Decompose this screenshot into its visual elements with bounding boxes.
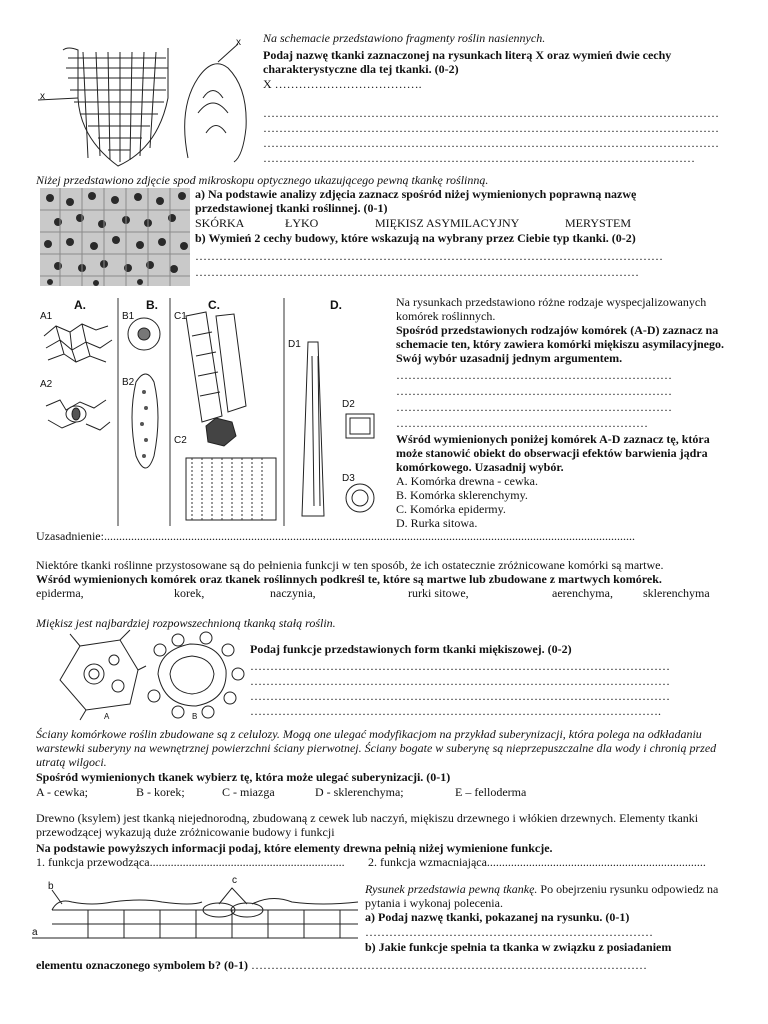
cell-types-illustration: [36, 296, 386, 528]
q3-label-b: B.: [146, 298, 158, 312]
q3-sub-b2: B2: [122, 377, 135, 388]
q3-choice-a[interactable]: A. Komórka drewna - cewka.: [396, 474, 538, 488]
q7-intro: Drewno (ksylem) jest tkanką niejednorodną, zbudowaną z cewek lub naczyń, miękiszu drzewnego i włókien drzewnych. Elementy tkanki przewodzącej wykazują duże zróżnicowanie budowy i funkcji: [36, 811, 699, 839]
q2-option-1[interactable]: SKÓRKA: [195, 216, 245, 230]
q8-intro-italic: Rysunek przedstawia pewną tkankę.: [365, 882, 538, 896]
q4-item-2[interactable]: korek,: [174, 586, 205, 600]
q3-intro: Na rysunkach przedstawiono różne rodzaje wyspecjalizowanych komórek roślinnych.: [396, 295, 707, 323]
q8-task-b-line: [36, 958, 647, 972]
q3-sub-a2: A2: [40, 379, 53, 390]
q8-label-a: a: [32, 927, 38, 938]
q4-item-5[interactable]: aerenchyma,: [552, 586, 613, 600]
q3-sub-d1: D1: [288, 339, 301, 350]
q4-task: Wśród wymienionych komórek oraz tkanek roślinnych podkreśl te, które są martwe lub zbudowane z martwych komórek.: [36, 572, 662, 586]
q3-choice-d[interactable]: D. Rurka sitowa.: [396, 516, 478, 530]
q5-answer-line-1[interactable]: ……………………………………………………………………………………………: [250, 659, 670, 673]
q1-answer-line-4[interactable]: ………………………………………………………………………………………………: [263, 151, 695, 165]
q4-item-6[interactable]: sklerenchyma: [643, 586, 710, 600]
q3-sub-c2: C2: [174, 435, 187, 446]
q3-choice-c[interactable]: C. Komórka epidermy.: [396, 502, 506, 516]
q1-figure: [38, 38, 258, 174]
q3-sub-c1: C1: [174, 311, 187, 322]
q2-answer-line-1[interactable]: ………………………………………………………………………………………………………: [195, 249, 663, 263]
q6-option-d[interactable]: D - sklerenchyma;: [315, 785, 404, 799]
q2-task-b: b) Wymień 2 cechy budowy, które wskazują na wybrany przez Ciebie typ tkanki. (0-2): [195, 231, 636, 245]
q3-sub-b1: B1: [122, 311, 135, 322]
q3-figure: [36, 296, 386, 528]
q3-task-1: Spośród przedstawionych rodzajów komórek (A-D) zaznacz na schemacie ten, który zawiera komórki miękiszu asymilacyjnego. Swój wybór uzasadnij jednym argumentem.: [396, 323, 724, 365]
q5-figure: [50, 630, 250, 722]
q2-micrograph: [40, 188, 190, 286]
q4-item-1[interactable]: epiderma,: [36, 586, 84, 600]
q2-task-a: a) Na podstawie analizy zdjęcia zaznacz spośród niżej wymienionych poprawną nazwę przedstawionej tkanki roślinnej. (0-1): [195, 187, 637, 215]
q3-answer-line-2[interactable]: ……………………………………………………………: [396, 384, 672, 398]
micrograph-illustration: [40, 188, 190, 286]
q5-label-b: B: [192, 712, 198, 721]
q3-label-a: A.: [74, 298, 86, 312]
q6-intro: Ściany komórkowe roślin zbudowane są z celulozy. Mogą one ulegać modyfikacjom na przykład suberynizacji, która polega na odkładaniu warstewki suberyny na wewnętrznej powierzchni ściany pierwotnej. Ściany bogate w suberynę są nieprzepuszczalne dla wody i chronią przed utratą wilgoci.: [36, 727, 717, 769]
q8-task-a: a) Podaj nazwę tkanki, pokazanej na rysunku. (0-1): [365, 910, 630, 924]
q8-answer-line-b[interactable]: ………………………………………………………………………………………: [247, 958, 647, 972]
q1-label-x-right: x: [236, 37, 241, 48]
q3-label-d: D.: [330, 298, 342, 312]
q5-label-a: A: [104, 712, 110, 721]
q1-answer-prefix[interactable]: X ……………………………….: [263, 77, 422, 91]
parenchyma-illustration: [50, 630, 250, 722]
q6-option-a[interactable]: A - cewka;: [36, 785, 88, 799]
q4-item-4[interactable]: rurki sitowe,: [408, 586, 469, 600]
q3-sub-a1: A1: [40, 311, 53, 322]
q2-answer-line-2[interactable]: …………………………………………………………………………………………………: [195, 265, 639, 279]
q7-function-2[interactable]: 2. funkcja wzmacniająca.........................................................................: [368, 855, 706, 869]
q8-label-c: c: [232, 875, 237, 886]
epidermis-illustration: [32, 884, 358, 944]
q8-label-b: b: [48, 881, 54, 892]
q3-sub-d3: D3: [342, 473, 355, 484]
q3-answer-line-4[interactable]: ………………………………………………………: [396, 416, 648, 430]
q8-intro-rest: Po obejrzeniu rysunku odpowiedz na pytania i wykonaj polecenia.: [365, 882, 719, 910]
plant-tissue-illustration: [38, 38, 258, 174]
q5-answer-line-2[interactable]: ……………………………………………………………………………………………: [250, 674, 670, 688]
q3-label-c: C.: [208, 298, 220, 312]
q3-answer-line-3[interactable]: ……………………………………………………………: [396, 400, 672, 414]
q1-answer-line-3[interactable]: ……………………………………………………………………………………………………: [263, 136, 719, 150]
q2-option-4[interactable]: MERYSTEM: [565, 216, 632, 230]
q6-option-b[interactable]: B - korek;: [136, 785, 185, 799]
q5-intro: Miękisz jest najbardziej rozpowszechnioną tkanką stałą roślin.: [36, 616, 336, 630]
q4-intro: Niektóre tkanki roślinne przystosowane są do pełnienia funkcji w ten sposób, że ich ostatecznie zróżnicowane komórki są martwe.: [36, 558, 664, 572]
q1-task: Podaj nazwę tkanki zaznaczonej na rysunkach literą X oraz wymień dwie cechy charakterystyczne dla tej tkanki. (0-2): [263, 48, 672, 76]
q5-answer-line-4[interactable]: ………………………………………………………………………………………….: [250, 704, 661, 718]
q3-task-2: Wśród wymienionych poniżej komórek A-D zaznacz tę, która może stanowić obiekt do obserwacji efektów barwienia jądra komórkowego. Uzasadnij wybór.: [396, 432, 710, 474]
q8-task-b: b) Jakie funkcje spełnia ta tkanka w związku z posiadaniem: [365, 940, 672, 954]
q8-intro: [365, 882, 735, 910]
q1-label-x-left: x: [40, 91, 45, 102]
q4-item-3[interactable]: naczynia,: [270, 586, 316, 600]
q6-option-c[interactable]: C - miazga: [222, 785, 275, 799]
q2-intro: Niżej przedstawiono zdjęcie spod mikroskopu optycznego ukazującego pewną tkankę roślinną.: [36, 173, 489, 187]
q6-task: Spośród wymienionych tkanek wybierz tę, która może ulegać suberynizacji. (0-1): [36, 770, 451, 784]
q1-answer-line-1[interactable]: ……………………………………………………………………………………………………: [263, 106, 719, 120]
q3-sub-d2: D2: [342, 399, 355, 410]
q2-option-3[interactable]: MIĘKISZ ASYMILACYJNY: [375, 216, 520, 230]
q1-answer-line-2[interactable]: ……………………………………………………………………………………………………: [263, 121, 719, 135]
q8-answer-line-a[interactable]: ………………………………………………………………: [365, 925, 653, 939]
q2-option-2[interactable]: ŁYKO: [285, 216, 319, 230]
q8-task-b-cont: elementu oznaczonego symbolem b? (0-1): [36, 958, 248, 972]
q3-answer-line-1[interactable]: ……………………………………………………………: [396, 368, 672, 382]
q5-task: Podaj funkcje przedstawionych form tkanki miękiszowej. (0-2): [250, 642, 572, 656]
q3-choice-b[interactable]: B. Komórka sklerenchymy.: [396, 488, 528, 502]
q5-answer-line-3[interactable]: ……………………………………………………………………………………………: [250, 689, 670, 703]
q7-task: Na podstawie powyższych informacji podaj, które elementy drewna pełnią niżej wymienione funkcje.: [36, 841, 553, 855]
q1-intro: Na schemacie przedstawiono fragmenty roślin nasiennych.: [263, 31, 546, 45]
q6-option-e[interactable]: E – felloderma: [455, 785, 527, 799]
q3-justification[interactable]: Uzasadnienie:.................................................................................................................................................................................: [36, 529, 635, 543]
q8-figure: [32, 875, 358, 944]
q7-function-1[interactable]: 1. funkcja przewodząca.................................................................: [36, 855, 345, 869]
